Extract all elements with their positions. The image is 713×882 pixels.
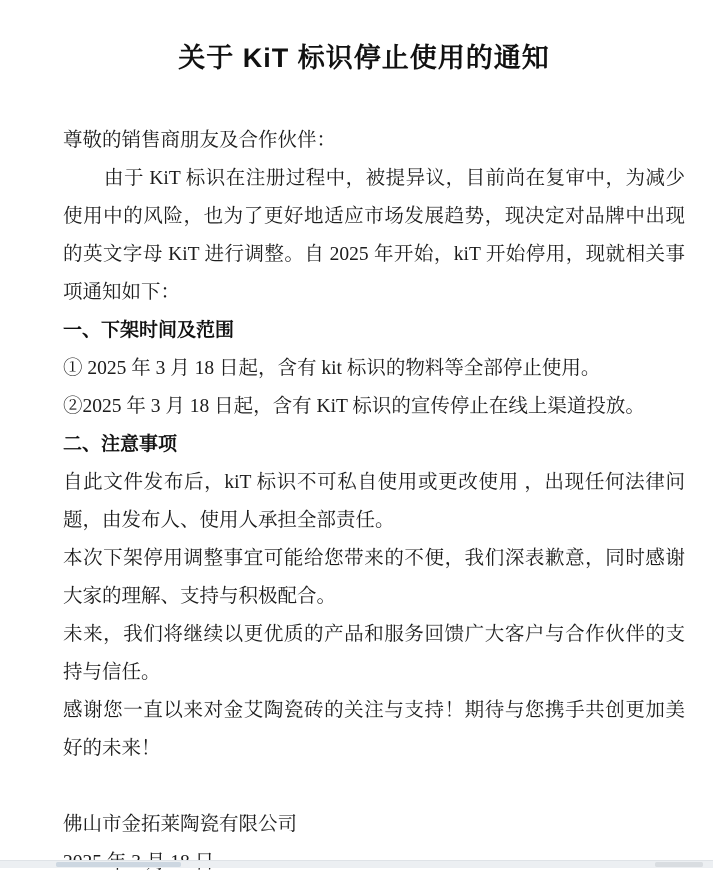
section-2-paragraph-4: 感谢您一直以来对金艾陶瓷砖的关注与支持！期待与您携手共创更加美好的未来！	[63, 700, 685, 759]
section-1-heading: 一、下架时间及范围	[63, 320, 235, 341]
horizontal-scrollbar[interactable]	[0, 860, 713, 868]
section-1-item-2: ②2025 年 3 月 18 日起，含有 KiT 标识的宣传停止在线上渠道投放。	[63, 396, 645, 417]
section-2-paragraph-2: 本次下架停用调整事宜可能给您带来的不便，我们深表歉意，同时感谢大家的理解、支持与积极配合。	[63, 548, 685, 607]
intro-paragraph: 由于 KiT 标识在注册过程中，被提异议，目前尚在复审中，为减少使用中的风险，也为了更好地适应市场发展趋势，现决定对品牌中出现的英文字母 KiT 进行调整。自 2025 年开始，kiT 开始停用，现就相关事项通知如下：	[63, 168, 685, 303]
signature-company: 佛山市金拓莱陶瓷有限公司	[63, 814, 298, 835]
section-2-paragraph-3: 未来，我们将继续以更优质的产品和服务回馈广大客户与合作伙伴的支持与信任。	[63, 624, 685, 683]
section-1-item-1: ① 2025 年 3 月 18 日起，含有 kit 标识的物料等全部停止使用。	[63, 358, 601, 379]
section-2-paragraph-1: 自此文件发布后，kiT 标识不可私自使用或更改使用 ，出现任何法律问题，由发布人、使用人承担全部责任。	[63, 472, 685, 531]
signature-block	[63, 806, 685, 882]
greeting-line: 尊敬的销售商朋友及合作伙伴：	[63, 130, 337, 151]
document-title: 关于 KiT 标识停止使用的通知	[178, 43, 550, 73]
section-2-heading: 二、注意事项	[63, 434, 178, 455]
horizontal-scrollbar-corner	[655, 862, 703, 867]
horizontal-scrollbar-thumb[interactable]	[56, 862, 181, 867]
